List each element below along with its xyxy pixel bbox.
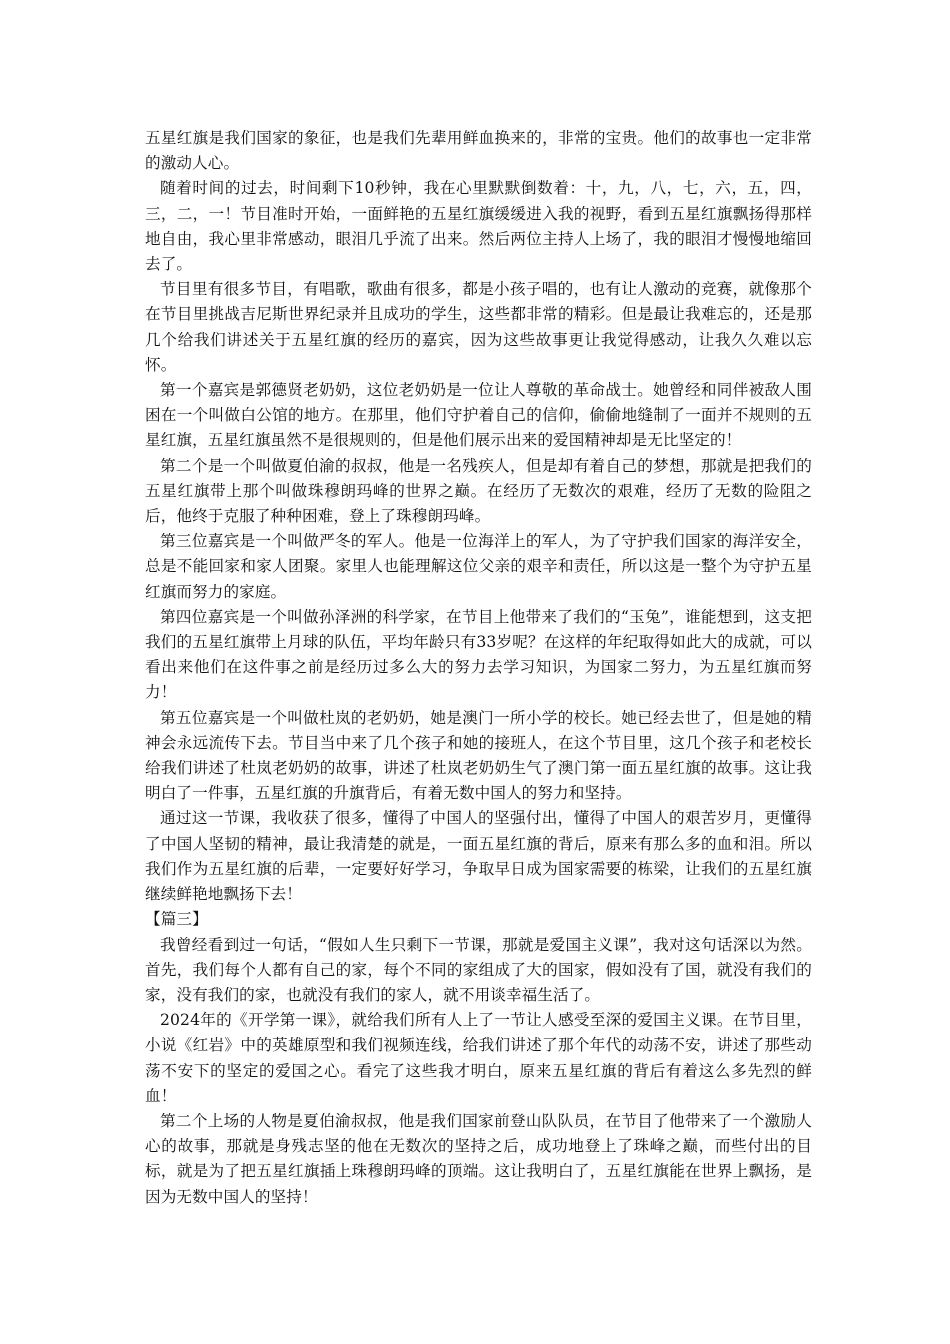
paragraph-7: 第四位嘉宾是一个叫做孙泽洲的科学家，在节目上他带来了我们的“玉兔”，谁能想到，这支把我们的五星红旗带上月球的队伍，平均年龄只有33岁呢？在这样的年纪取得如此大的成就，可以看出来他们在这件事之前是经历过多么大的努力去学习知识，为国家二努力，为五星红旗而努力！ xyxy=(145,607,812,702)
paragraph-2: 随着时间的过去，时间剩下10秒钟，我在心里默默倒数着：十，九，八，七，六，五，四，三，二，一！节目准时开始，一面鲜艳的五星红旗缓缓进入我的视野，看到五星红旗飘扬得那样地自由，我心里非常感动，眼泪几乎流了出来。然后两位主持人上场了，我的眼泪才慢慢地缩回去了。 xyxy=(145,179,812,274)
paragraph-10: 我曾经看到过一句话，“假如人生只剩下一节课，那就是爱国主义课”，我对这句话深以为然。首先，我们每个人都有自己的家，每个不同的家组成了大的国家，假如没有了国，就没有我们的家，没有我们的家，也就没有我们的家人，就不用谈幸福生活了。 xyxy=(145,935,812,1004)
paragraph-3: 节目里有很多节目，有唱歌，歌曲有很多，都是小孩子唱的，也有让人激动的竞赛，就像那个在节目里挑战吉尼斯世界纪录并且成功的学生，这些都非常的精彩。但是最让我难忘的，还是那几个给我们讲述关于五星红旗的经历的嘉宾，因为这些故事更让我觉得感动，让我久久难以忘怀。 xyxy=(145,280,812,374)
paragraph-6: 第三位嘉宾是一个叫做严冬的军人。他是一位海洋上的军人，为了守护我们国家的海洋安全，总是不能回家和家人团聚。家里人也能理解这位父亲的艰辛和责任，所以这是一整个为守护五星红旗而努力的家庭。 xyxy=(145,532,812,601)
document-page xyxy=(145,126,812,1210)
paragraph-9: 通过这一节课，我收获了很多，懂得了中国人的坚强付出，懂得了中国人的艰苦岁月，更懂得了中国人坚韧的精神，最让我清楚的就是，一面五星红旗的背后，原来有那么多的血和泪。所以我们作为五星红旗的后辈，一定要好好学习，争取早日成为国家需要的栋梁，让我们的五星红旗继续鲜艳地飘扬下去！ xyxy=(145,809,812,904)
paragraph-11: 2024年的《开学第一课》，就给我们所有人上了一节让人感受至深的爱国主义课。在节目里，小说《红岩》中的英雄原型和我们视频连线，给我们讲述了那个年代的动荡不安，讲述了那些动荡不安下的坚定的爱国之心。看完了这些我才明白，原来五星红旗的背后有着这么多先烈的鲜血！ xyxy=(145,1011,812,1105)
paragraph-4: 第一个嘉宾是郭德贤老奶奶，这位老奶奶是一位让人尊敬的革命战士。她曾经和同伴被敌人围困在一个叫做白公馆的地方。在那里，他们守护着自己的信仰，偷偷地缝制了一面并不规则的五星红旗，五星红旗虽然不是很规则的，但是他们展示出来的爱国精神却是无比坚定的！ xyxy=(145,381,812,450)
paragraph-12: 第二个上场的人物是夏伯渝叔叔，他是我们国家前登山队队员，在节目了他带来了一个激励人心的故事，那就是身残志坚的他在无数次的坚持之后，成功地登上了珠峰之巅，而些付出的目标，就是为了把五星红旗插上珠穆朗玛峰的顶端。这让我明白了，五星红旗能在世界上飘扬，是因为无数中国人的坚持！ xyxy=(145,1111,812,1206)
paragraph-1: 五星红旗是我们国家的象征，也是我们先辈用鲜血换来的，非常的宝贵。他们的故事也一定非常的激动人心。 xyxy=(145,129,812,173)
paragraph-5: 第二个是一个叫做夏伯渝的叔叔，他是一名残疾人，但是却有着自己的梦想，那就是把我们的五星红旗带上那个叫做珠穆朗玛峰的世界之巅。在经历了无数次的艰难，经历了无数的险阻之后，他终于克服了种种困难，登上了珠穆朗玛峰。 xyxy=(145,456,812,526)
section-heading: 【篇三】 xyxy=(145,910,208,929)
paragraph-8: 第五位嘉宾是一个叫做杜岚的老奶奶，她是澳门一所小学的校长。她已经去世了，但是她的精神会永远流传下去。节目当中来了几个孩子和她的接班人，在这个节目里，这几个孩子和老校长给我们讲述了杜岚老奶奶的故事，讲述了杜岚老奶奶生气了澳门第一面五星红旗的故事。这让我明白了一件事，五星红旗的升旗背后，有着无数中国人的努力和坚持。 xyxy=(145,708,812,803)
